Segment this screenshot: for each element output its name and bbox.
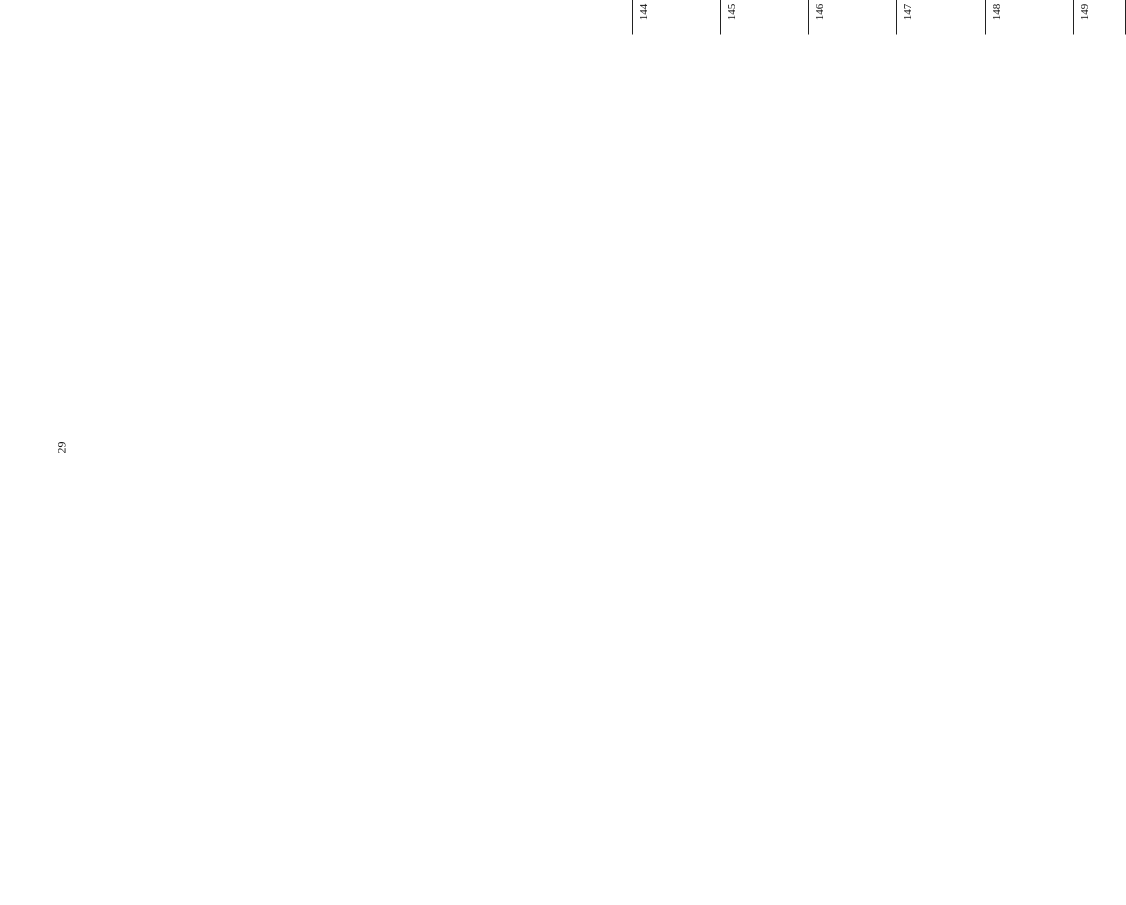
row-148-number: 148 xyxy=(991,3,1003,21)
row-149-number: 149 xyxy=(1079,3,1091,21)
page-number: 29 xyxy=(54,441,69,454)
row-144-number: 144 xyxy=(638,3,650,21)
continuation-row xyxy=(598,0,632,35)
row-145-number: 145 xyxy=(726,3,738,21)
rotated-table xyxy=(598,0,1126,35)
row-146-number: 146 xyxy=(814,3,826,21)
row-147-number: 147 xyxy=(902,3,914,21)
